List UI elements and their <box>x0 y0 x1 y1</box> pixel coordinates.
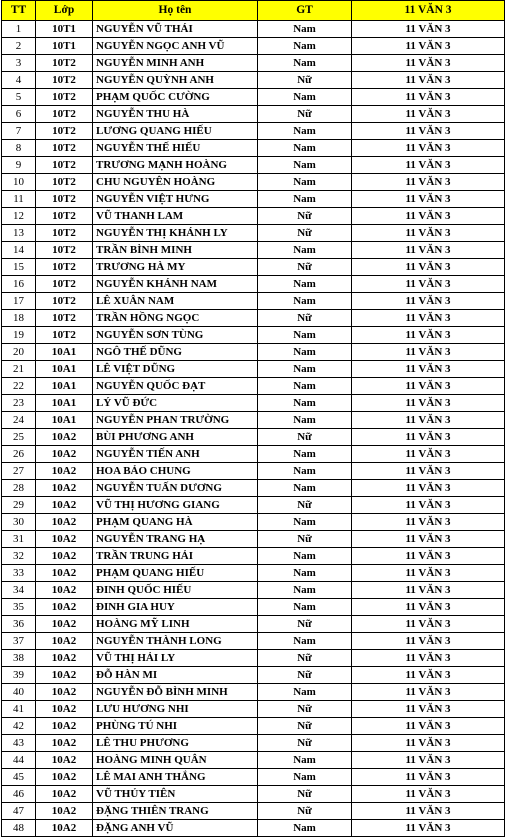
row-class: 10T2 <box>36 242 93 259</box>
row-number: 24 <box>2 412 36 429</box>
row-class: 10A2 <box>36 616 93 633</box>
header-gender: GT <box>258 1 352 21</box>
row-gender: Nam <box>258 361 352 378</box>
row-gender: Nam <box>258 412 352 429</box>
row-number: 9 <box>2 157 36 174</box>
row-gender: Nam <box>258 752 352 769</box>
row-number: 28 <box>2 480 36 497</box>
table-row <box>2 548 505 565</box>
row-gender: Nữ <box>258 667 352 684</box>
row-class: 10A1 <box>36 378 93 395</box>
row-gender: Nữ <box>258 225 352 242</box>
row-number: 35 <box>2 599 36 616</box>
row-assigned-class: 11 VĂN 3 <box>352 582 505 599</box>
row-assigned-class: 11 VĂN 3 <box>352 89 505 106</box>
row-number: 26 <box>2 446 36 463</box>
row-number: 17 <box>2 293 36 310</box>
row-full-name: PHÙNG TÚ NHI <box>93 718 258 735</box>
table-row <box>2 497 505 514</box>
row-full-name: VŨ THANH LAM <box>93 208 258 225</box>
row-number: 18 <box>2 310 36 327</box>
row-gender: Nam <box>258 463 352 480</box>
row-number: 1 <box>2 21 36 38</box>
table-row <box>2 293 505 310</box>
row-class: 10T2 <box>36 208 93 225</box>
row-gender: Nam <box>258 378 352 395</box>
row-number: 42 <box>2 718 36 735</box>
row-gender: Nam <box>258 327 352 344</box>
row-gender: Nam <box>258 123 352 140</box>
row-full-name: LÊ VIỆT DŨNG <box>93 361 258 378</box>
row-assigned-class: 11 VĂN 3 <box>352 106 505 123</box>
row-assigned-class: 11 VĂN 3 <box>352 276 505 293</box>
row-assigned-class: 11 VĂN 3 <box>352 412 505 429</box>
table-row <box>2 378 505 395</box>
table-row <box>2 582 505 599</box>
row-gender: Nữ <box>258 310 352 327</box>
row-assigned-class: 11 VĂN 3 <box>352 820 505 837</box>
row-class: 10A2 <box>36 565 93 582</box>
row-full-name: NGUYỄN THÀNH LONG <box>93 633 258 650</box>
row-full-name: LƯU HƯƠNG NHI <box>93 701 258 718</box>
row-gender: Nam <box>258 599 352 616</box>
row-number: 48 <box>2 820 36 837</box>
row-number: 32 <box>2 548 36 565</box>
table-row <box>2 480 505 497</box>
row-class: 10A2 <box>36 531 93 548</box>
row-gender: Nữ <box>258 786 352 803</box>
row-class: 10T2 <box>36 327 93 344</box>
table-row <box>2 191 505 208</box>
row-gender: Nam <box>258 55 352 72</box>
row-assigned-class: 11 VĂN 3 <box>352 157 505 174</box>
row-assigned-class: 11 VĂN 3 <box>352 310 505 327</box>
row-gender: Nữ <box>258 208 352 225</box>
row-assigned-class: 11 VĂN 3 <box>352 650 505 667</box>
header-class: Lớp <box>36 1 93 21</box>
row-class: 10A2 <box>36 446 93 463</box>
row-gender: Nam <box>258 582 352 599</box>
row-full-name: TRẦN HỒNG NGỌC <box>93 310 258 327</box>
row-number: 46 <box>2 786 36 803</box>
row-gender: Nam <box>258 514 352 531</box>
row-assigned-class: 11 VĂN 3 <box>352 191 505 208</box>
row-class: 10A2 <box>36 735 93 752</box>
row-full-name: PHẠM QUỐC CƯỜNG <box>93 89 258 106</box>
row-class: 10A2 <box>36 497 93 514</box>
row-number: 10 <box>2 174 36 191</box>
row-gender: Nam <box>258 191 352 208</box>
table-row <box>2 565 505 582</box>
table-row <box>2 55 505 72</box>
table-row <box>2 531 505 548</box>
row-gender: Nam <box>258 769 352 786</box>
row-assigned-class: 11 VĂN 3 <box>352 378 505 395</box>
row-class: 10T2 <box>36 89 93 106</box>
row-number: 11 <box>2 191 36 208</box>
row-number: 37 <box>2 633 36 650</box>
row-gender: Nam <box>258 820 352 837</box>
table-row <box>2 89 505 106</box>
row-full-name: NGUYỄN PHAN TRƯỜNG <box>93 412 258 429</box>
header-tt: TT <box>2 1 36 21</box>
row-full-name: NGUYỄN MINH ANH <box>93 55 258 72</box>
row-gender: Nam <box>258 480 352 497</box>
row-class: 10A1 <box>36 344 93 361</box>
row-full-name: NGUYỄN TUẤN DƯƠNG <box>93 480 258 497</box>
row-assigned-class: 11 VĂN 3 <box>352 752 505 769</box>
row-full-name: LƯƠNG QUANG HIẾU <box>93 123 258 140</box>
row-full-name: NGUYỄN VIỆT HƯNG <box>93 191 258 208</box>
row-full-name: LÊ MAI ANH THẮNG <box>93 769 258 786</box>
table-row <box>2 276 505 293</box>
row-class: 10A2 <box>36 803 93 820</box>
row-gender: Nam <box>258 276 352 293</box>
table-row <box>2 752 505 769</box>
row-full-name: PHẠM QUANG HÀ <box>93 514 258 531</box>
table-row <box>2 242 505 259</box>
row-class: 10A2 <box>36 429 93 446</box>
row-class: 10A2 <box>36 769 93 786</box>
row-class: 10A2 <box>36 786 93 803</box>
row-full-name: ĐINH GIA HUY <box>93 599 258 616</box>
row-number: 23 <box>2 395 36 412</box>
row-full-name: HOA BẢO CHUNG <box>93 463 258 480</box>
row-full-name: CHU NGUYÊN HOÀNG <box>93 174 258 191</box>
row-assigned-class: 11 VĂN 3 <box>352 599 505 616</box>
row-number: 43 <box>2 735 36 752</box>
row-number: 3 <box>2 55 36 72</box>
table-row <box>2 701 505 718</box>
row-class: 10A1 <box>36 361 93 378</box>
table-row <box>2 616 505 633</box>
row-full-name: BÙI PHƯƠNG ANH <box>93 429 258 446</box>
row-class: 10A2 <box>36 582 93 599</box>
row-class: 10A2 <box>36 718 93 735</box>
row-full-name: VŨ THỊ HƯƠNG GIANG <box>93 497 258 514</box>
table-row <box>2 718 505 735</box>
row-assigned-class: 11 VĂN 3 <box>352 72 505 89</box>
row-gender: Nam <box>258 140 352 157</box>
row-gender: Nam <box>258 242 352 259</box>
row-assigned-class: 11 VĂN 3 <box>352 208 505 225</box>
row-assigned-class: 11 VĂN 3 <box>352 395 505 412</box>
row-assigned-class: 11 VĂN 3 <box>352 38 505 55</box>
row-gender: Nam <box>258 633 352 650</box>
row-assigned-class: 11 VĂN 3 <box>352 174 505 191</box>
row-assigned-class: 11 VĂN 3 <box>352 446 505 463</box>
row-gender: Nam <box>258 21 352 38</box>
row-assigned-class: 11 VĂN 3 <box>352 786 505 803</box>
row-assigned-class: 11 VĂN 3 <box>352 684 505 701</box>
row-class: 10A2 <box>36 650 93 667</box>
row-class: 10T2 <box>36 276 93 293</box>
row-gender: Nam <box>258 565 352 582</box>
row-full-name: ĐỖ HÀN MI <box>93 667 258 684</box>
row-assigned-class: 11 VĂN 3 <box>352 293 505 310</box>
row-full-name: NGUYỄN QUỐC ĐẠT <box>93 378 258 395</box>
row-class: 10A2 <box>36 599 93 616</box>
row-gender: Nữ <box>258 497 352 514</box>
row-assigned-class: 11 VĂN 3 <box>352 769 505 786</box>
row-gender: Nữ <box>258 803 352 820</box>
table-row <box>2 157 505 174</box>
row-class: 10A2 <box>36 633 93 650</box>
row-number: 22 <box>2 378 36 395</box>
table-row <box>2 463 505 480</box>
row-class: 10A2 <box>36 514 93 531</box>
row-assigned-class: 11 VĂN 3 <box>352 497 505 514</box>
table-row <box>2 429 505 446</box>
row-class: 10A1 <box>36 412 93 429</box>
row-gender: Nữ <box>258 701 352 718</box>
row-gender: Nam <box>258 38 352 55</box>
row-number: 25 <box>2 429 36 446</box>
row-number: 39 <box>2 667 36 684</box>
row-gender: Nam <box>258 344 352 361</box>
row-number: 7 <box>2 123 36 140</box>
table-row <box>2 72 505 89</box>
row-full-name: NGUYỄN TIẾN ANH <box>93 446 258 463</box>
row-gender: Nam <box>258 684 352 701</box>
row-assigned-class: 11 VĂN 3 <box>352 55 505 72</box>
row-assigned-class: 11 VĂN 3 <box>352 123 505 140</box>
row-full-name: NGUYỄN KHÁNH NAM <box>93 276 258 293</box>
row-class: 10T2 <box>36 259 93 276</box>
row-class: 10A2 <box>36 684 93 701</box>
row-full-name: NGÔ THẾ DŨNG <box>93 344 258 361</box>
table-row <box>2 633 505 650</box>
row-class: 10T2 <box>36 310 93 327</box>
table-row <box>2 259 505 276</box>
row-number: 20 <box>2 344 36 361</box>
row-gender: Nữ <box>258 429 352 446</box>
row-number: 33 <box>2 565 36 582</box>
row-number: 47 <box>2 803 36 820</box>
row-gender: Nữ <box>258 718 352 735</box>
row-number: 4 <box>2 72 36 89</box>
row-number: 40 <box>2 684 36 701</box>
row-assigned-class: 11 VĂN 3 <box>352 548 505 565</box>
row-assigned-class: 11 VĂN 3 <box>352 701 505 718</box>
row-number: 44 <box>2 752 36 769</box>
table-row <box>2 803 505 820</box>
row-gender: Nữ <box>258 259 352 276</box>
row-class: 10T2 <box>36 140 93 157</box>
header-assigned-class: 11 VĂN 3 <box>352 1 505 21</box>
row-full-name: TRƯƠNG HÀ MY <box>93 259 258 276</box>
table-row <box>2 174 505 191</box>
table-row <box>2 225 505 242</box>
row-number: 29 <box>2 497 36 514</box>
row-full-name: ĐẶNG THIÊN TRANG <box>93 803 258 820</box>
row-class: 10T2 <box>36 106 93 123</box>
row-full-name: NGUYỄN ĐỖ BÌNH MINH <box>93 684 258 701</box>
row-full-name: HOÀNG MINH QUÂN <box>93 752 258 769</box>
table-row <box>2 786 505 803</box>
row-assigned-class: 11 VĂN 3 <box>352 633 505 650</box>
row-number: 6 <box>2 106 36 123</box>
row-class: 10A1 <box>36 395 93 412</box>
table-row <box>2 123 505 140</box>
row-full-name: LÊ XUÂN NAM <box>93 293 258 310</box>
table-row <box>2 820 505 837</box>
row-number: 19 <box>2 327 36 344</box>
row-number: 30 <box>2 514 36 531</box>
student-list-table <box>1 0 505 837</box>
row-full-name: HOÀNG MỸ LINH <box>93 616 258 633</box>
row-class: 10A2 <box>36 820 93 837</box>
row-gender: Nam <box>258 548 352 565</box>
row-class: 10T2 <box>36 55 93 72</box>
row-full-name: ĐẶNG ANH VŨ <box>93 820 258 837</box>
row-assigned-class: 11 VĂN 3 <box>352 242 505 259</box>
row-number: 45 <box>2 769 36 786</box>
table-row <box>2 327 505 344</box>
row-class: 10T1 <box>36 38 93 55</box>
row-class: 10T1 <box>36 21 93 38</box>
row-assigned-class: 11 VĂN 3 <box>352 514 505 531</box>
row-assigned-class: 11 VĂN 3 <box>352 735 505 752</box>
row-full-name: ĐINH QUỐC HIẾU <box>93 582 258 599</box>
row-class: 10A2 <box>36 480 93 497</box>
row-class: 10A2 <box>36 548 93 565</box>
row-number: 2 <box>2 38 36 55</box>
table-row <box>2 769 505 786</box>
row-class: 10A2 <box>36 463 93 480</box>
row-full-name: NGUYỄN QUỲNH ANH <box>93 72 258 89</box>
row-assigned-class: 11 VĂN 3 <box>352 225 505 242</box>
table-row <box>2 38 505 55</box>
row-assigned-class: 11 VĂN 3 <box>352 463 505 480</box>
row-full-name: PHẠM QUANG HIẾU <box>93 565 258 582</box>
row-gender: Nam <box>258 174 352 191</box>
row-number: 12 <box>2 208 36 225</box>
row-class: 10A2 <box>36 667 93 684</box>
row-full-name: NGUYỄN THỊ KHÁNH LY <box>93 225 258 242</box>
table-row <box>2 667 505 684</box>
table-row <box>2 514 505 531</box>
table-row <box>2 106 505 123</box>
row-assigned-class: 11 VĂN 3 <box>352 140 505 157</box>
row-number: 5 <box>2 89 36 106</box>
row-full-name: TRẦN BÌNH MINH <box>93 242 258 259</box>
row-class: 10T2 <box>36 191 93 208</box>
table-row <box>2 735 505 752</box>
row-full-name: LÊ THU PHƯƠNG <box>93 735 258 752</box>
table-row <box>2 208 505 225</box>
row-full-name: VŨ THỊ HẢI LY <box>93 650 258 667</box>
row-gender: Nữ <box>258 531 352 548</box>
table-row <box>2 140 505 157</box>
row-full-name: NGUYỄN THU HÀ <box>93 106 258 123</box>
row-full-name: NGUYỄN VŨ THÁI <box>93 21 258 38</box>
row-gender: Nam <box>258 89 352 106</box>
row-number: 8 <box>2 140 36 157</box>
row-number: 31 <box>2 531 36 548</box>
row-assigned-class: 11 VĂN 3 <box>352 616 505 633</box>
row-gender: Nữ <box>258 616 352 633</box>
table-row <box>2 21 505 38</box>
row-assigned-class: 11 VĂN 3 <box>352 667 505 684</box>
row-gender: Nam <box>258 446 352 463</box>
row-class: 10T2 <box>36 72 93 89</box>
table-row <box>2 344 505 361</box>
row-assigned-class: 11 VĂN 3 <box>352 259 505 276</box>
header-full-name: Họ tên <box>93 1 258 21</box>
row-full-name: LÝ VŨ ĐỨC <box>93 395 258 412</box>
row-assigned-class: 11 VĂN 3 <box>352 344 505 361</box>
row-number: 38 <box>2 650 36 667</box>
row-assigned-class: 11 VĂN 3 <box>352 480 505 497</box>
row-class: 10A2 <box>36 701 93 718</box>
row-gender: Nữ <box>258 650 352 667</box>
row-number: 16 <box>2 276 36 293</box>
row-full-name: TRẦN TRUNG HẢI <box>93 548 258 565</box>
row-assigned-class: 11 VĂN 3 <box>352 327 505 344</box>
row-number: 15 <box>2 259 36 276</box>
header-row <box>2 1 505 21</box>
row-full-name: VŨ THỦY TIÊN <box>93 786 258 803</box>
row-full-name: NGUYỄN SƠN TÙNG <box>93 327 258 344</box>
table-row <box>2 412 505 429</box>
table-row <box>2 650 505 667</box>
table-row <box>2 684 505 701</box>
row-class: 10T2 <box>36 123 93 140</box>
row-gender: Nữ <box>258 106 352 123</box>
row-number: 21 <box>2 361 36 378</box>
row-number: 36 <box>2 616 36 633</box>
row-gender: Nữ <box>258 72 352 89</box>
table-row <box>2 599 505 616</box>
row-gender: Nam <box>258 395 352 412</box>
row-assigned-class: 11 VĂN 3 <box>352 21 505 38</box>
table-row <box>2 446 505 463</box>
row-full-name: NGUYỄN NGỌC ANH VŨ <box>93 38 258 55</box>
table-row <box>2 310 505 327</box>
row-gender: Nam <box>258 293 352 310</box>
row-number: 13 <box>2 225 36 242</box>
table-body <box>2 21 505 837</box>
row-class: 10T2 <box>36 174 93 191</box>
row-number: 34 <box>2 582 36 599</box>
row-assigned-class: 11 VĂN 3 <box>352 565 505 582</box>
row-assigned-class: 11 VĂN 3 <box>352 361 505 378</box>
row-full-name: TRƯƠNG MẠNH HOÀNG <box>93 157 258 174</box>
row-assigned-class: 11 VĂN 3 <box>352 531 505 548</box>
row-number: 41 <box>2 701 36 718</box>
row-full-name: NGUYỄN THẾ HIẾU <box>93 140 258 157</box>
row-number: 14 <box>2 242 36 259</box>
row-gender: Nữ <box>258 735 352 752</box>
row-class: 10T2 <box>36 225 93 242</box>
table-row <box>2 395 505 412</box>
row-gender: Nam <box>258 157 352 174</box>
row-number: 27 <box>2 463 36 480</box>
row-full-name: NGUYỄN TRANG HẠ <box>93 531 258 548</box>
table-row <box>2 361 505 378</box>
row-class: 10A2 <box>36 752 93 769</box>
row-class: 10T2 <box>36 293 93 310</box>
row-assigned-class: 11 VĂN 3 <box>352 718 505 735</box>
row-assigned-class: 11 VĂN 3 <box>352 803 505 820</box>
row-assigned-class: 11 VĂN 3 <box>352 429 505 446</box>
row-class: 10T2 <box>36 157 93 174</box>
